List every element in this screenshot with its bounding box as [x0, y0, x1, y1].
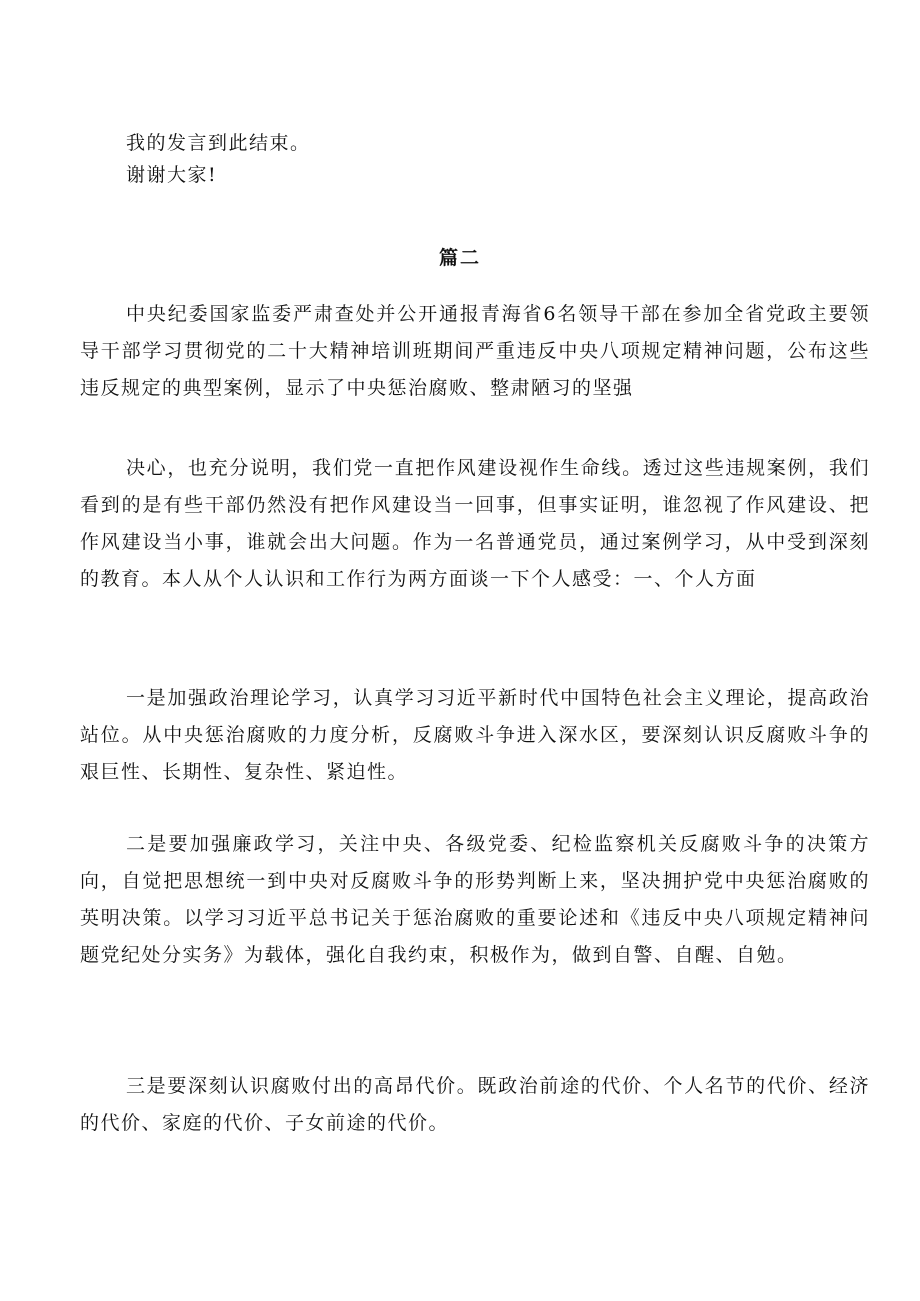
paragraph-2: 决心，也充分说明，我们党一直把作风建设视作生命线。透过这些违规案例，我们看到的是有些干部仍然没有把作风建设当一回事，但事实证明，谁忽视了作风建设、把作风建设当小事，谁就会出大问题。作为一名普通党员，通过案例学习，从中受到深刻的教育。本人从个人认识和工作行为两方面谈一下个人感受：一、个人方面 [80, 457, 870, 590]
paragraph-1: 中央纪委国家监委严肃查处并公开通报青海省6名领导干部在参加全省党政主要领导干部学习贯彻党的二十大精神培训班期间严重违反中央八项规定精神问题，公布这些违反规定的典型案例，显示了中央惩治腐败、整肃陋习的坚强 [80, 303, 870, 399]
thanks-line: 谢谢大家! [126, 164, 218, 186]
paragraph-5: 三是要深刻认识腐败付出的高昂代价。既政治前途的代价、个人名节的代价、经济的代价、家庭的代价、子女前途的代价。 [80, 1075, 870, 1134]
paragraph-4: 二是要加强廉政学习，关注中央、各级党委、纪检监察机关反腐败斗争的决策方向，自觉把思想统一到中央对反腐败斗争的形势判断上来，坚决拥护党中央惩治腐败的英明决策。以学习习近平总书记关于惩治腐败的重要论述和《违反中央八项规定精神问题党纪处分实务》为载体，强化自我约束，积极作为，做到自警、自醒、自勉。 [80, 833, 870, 966]
section-title: 篇二 [438, 247, 481, 269]
closing-remark: 我的发言到此结束。 [126, 132, 311, 154]
paragraph-3: 一是加强政治理论学习，认真学习习近平新时代中国特色社会主义理论，提高政治站位。从中央惩治腐败的力度分析，反腐败斗争进入深水区，要深刻认识反腐败斗争的艰巨性、长期性、复杂性、紧迫性。 [80, 687, 870, 783]
